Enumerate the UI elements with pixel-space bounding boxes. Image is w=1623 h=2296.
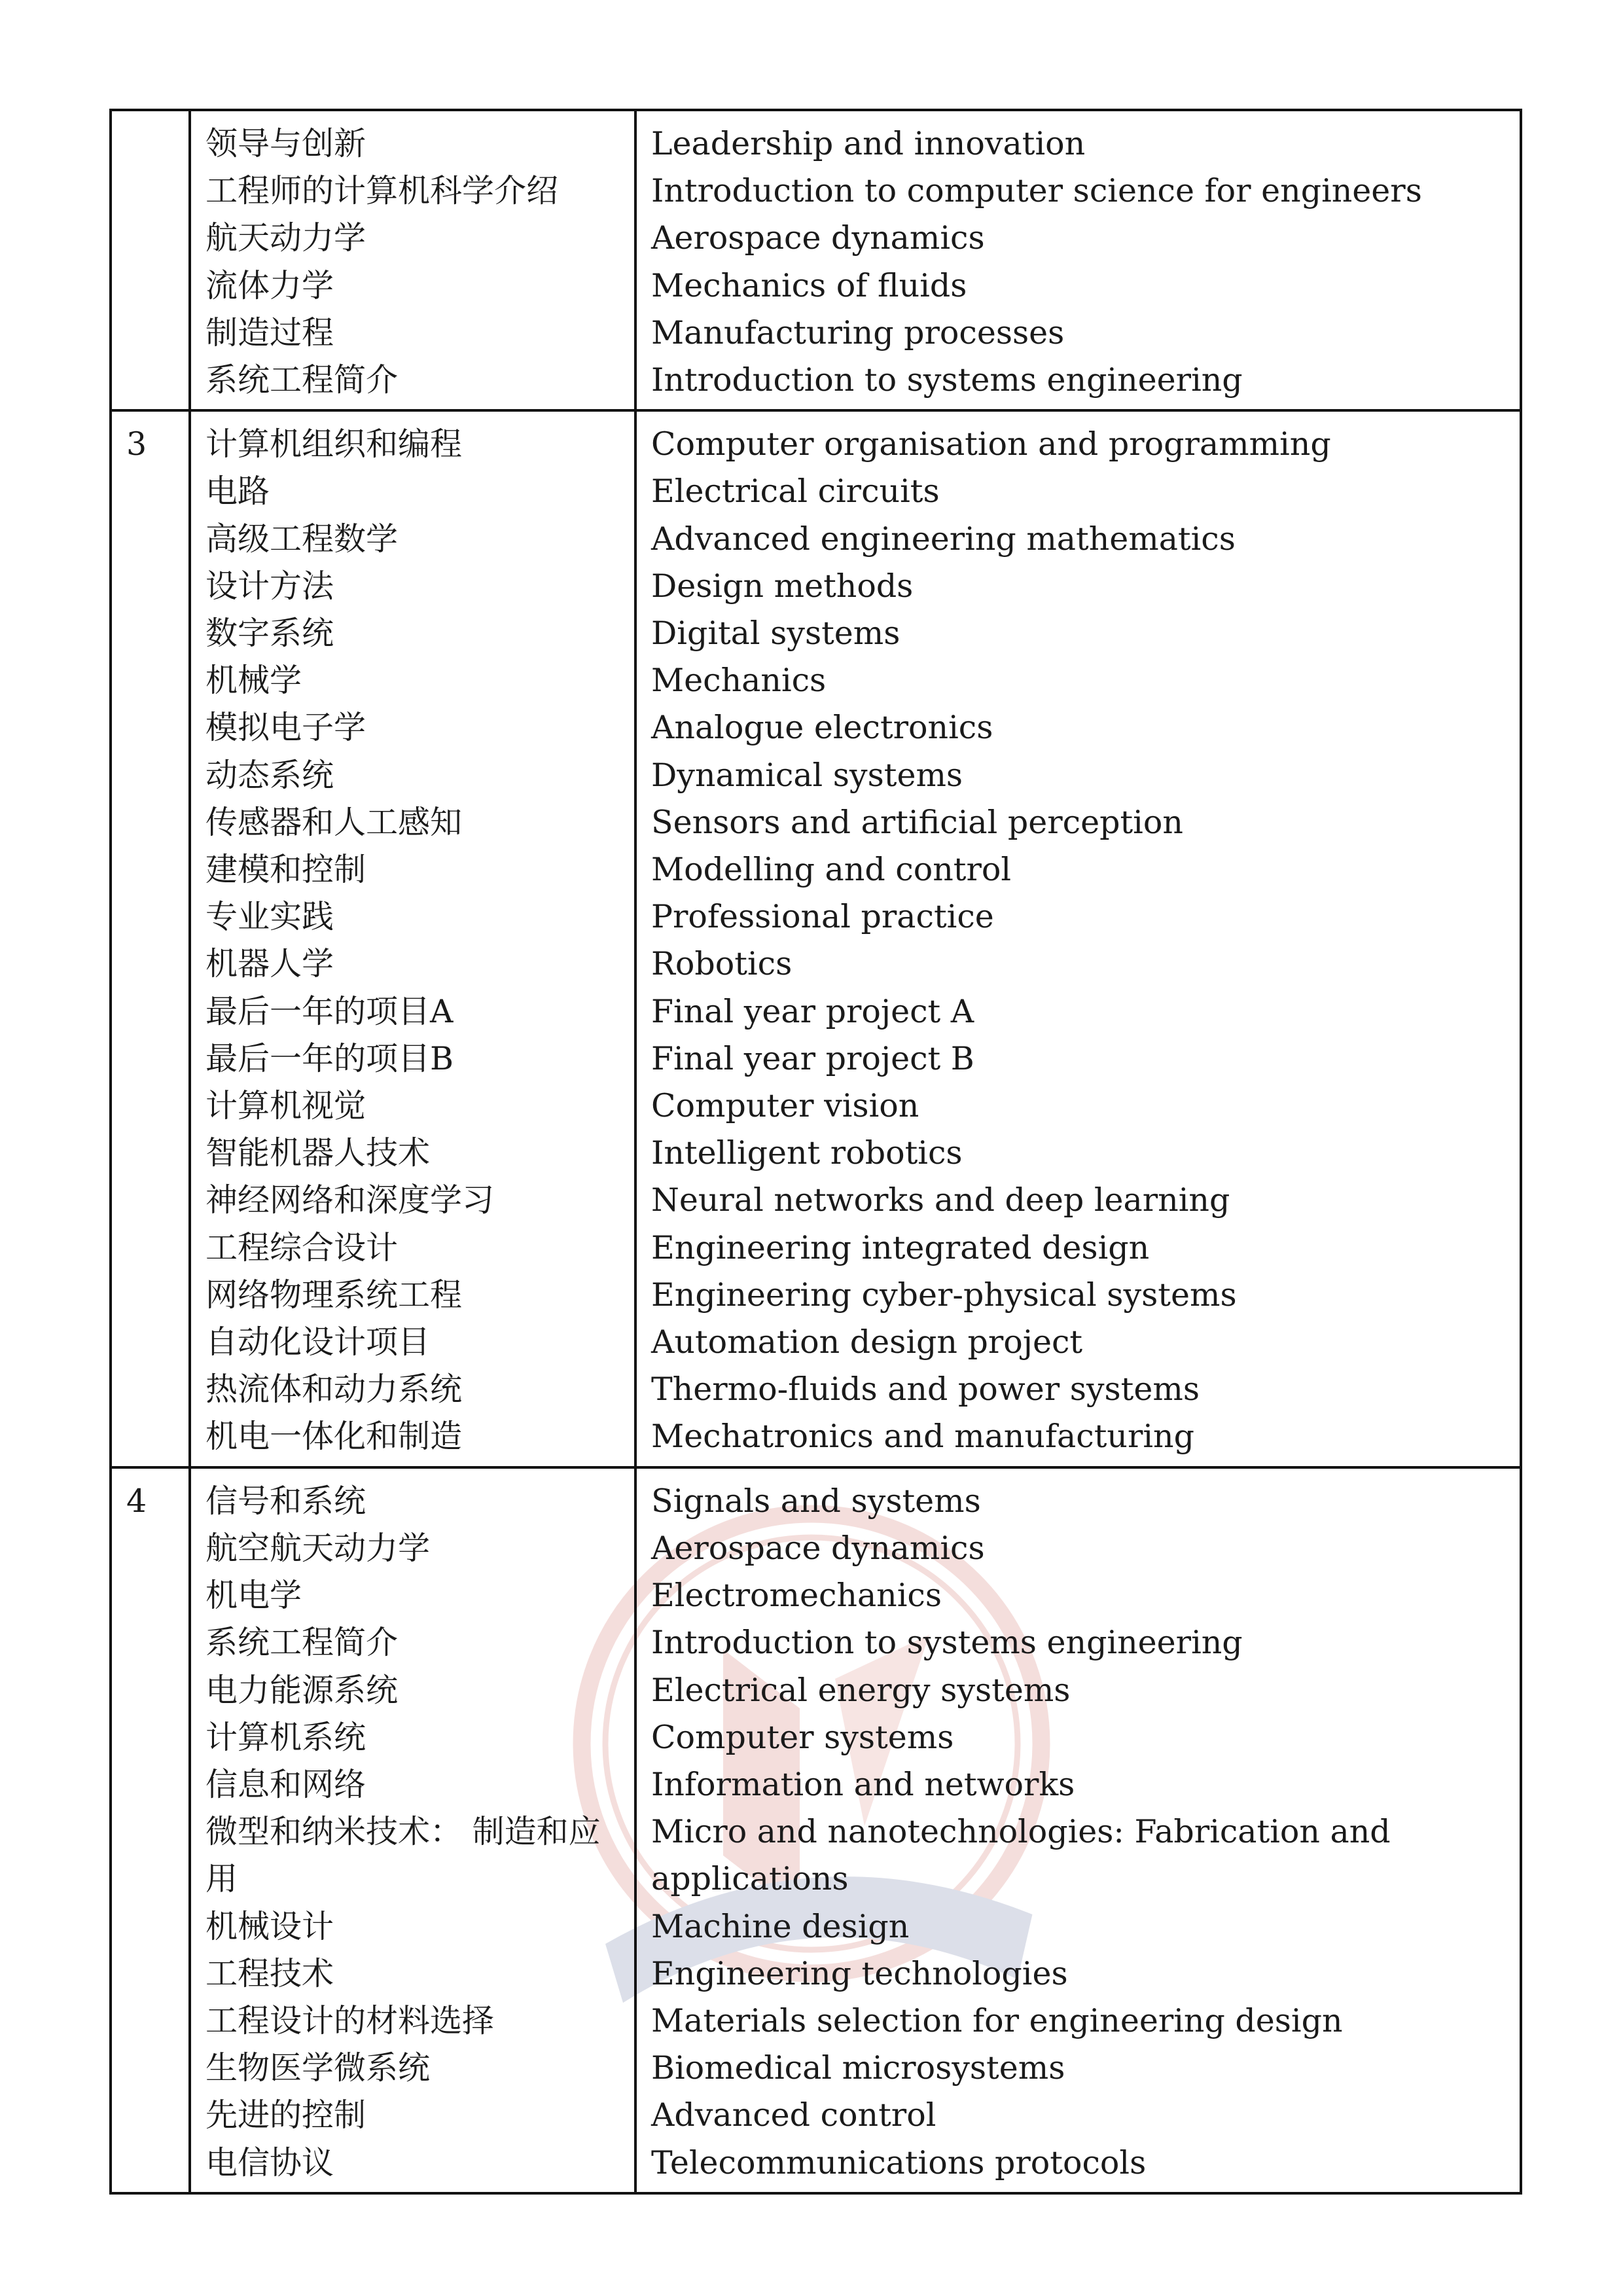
course-name-en: Engineering technologies xyxy=(651,1954,1068,1992)
course-name-zh: 机械设计 xyxy=(205,1907,334,1945)
course-name-en: Analogue electronics xyxy=(651,709,993,747)
course-name-en: Electromechanics xyxy=(651,1577,942,1615)
course-name-zh: 传感器和人工感知 xyxy=(205,803,463,841)
course-name-zh: 智能机器人技术 xyxy=(205,1134,431,1172)
course-name-en: Design methods xyxy=(651,567,914,605)
course-name-zh: 航空航天动力学 xyxy=(205,1529,431,1567)
course-name-zh: 神经网络和深度学习 xyxy=(205,1181,495,1219)
course-name-zh: 计算机组织和编程 xyxy=(205,425,463,463)
course-name-en: Mechanics xyxy=(651,662,827,700)
course-name-en: Digital systems xyxy=(651,615,901,653)
course-name-zh: 领导与创新 xyxy=(205,125,366,162)
course-name-en: Introduction to systems engineering xyxy=(651,1624,1243,1662)
table-row xyxy=(111,1467,1521,2193)
course-name-zh: 计算机视觉 xyxy=(205,1087,366,1125)
course-name-zh: 专业实践 xyxy=(205,898,334,936)
course-name-en: Professional practice xyxy=(651,898,994,936)
course-name-en: Engineering integrated design xyxy=(651,1229,1150,1266)
year-cell xyxy=(111,110,190,410)
course-name-en: Automation design project xyxy=(651,1323,1083,1361)
course-name-en: Engineering cyber-physical systems xyxy=(651,1276,1237,1314)
course-name-en: Computer systems xyxy=(651,1718,954,1756)
course-name-zh: 机电一体化和制造 xyxy=(205,1418,463,1456)
course-name-zh: 系统工程简介 xyxy=(205,361,399,399)
chinese-course-cell xyxy=(190,110,635,410)
course-name-en: Machine design xyxy=(651,1907,910,1945)
course-name-zh: 制造过程 xyxy=(205,314,334,351)
course-name-en: Final year project A xyxy=(651,992,974,1030)
course-name-zh: 网络物理系统工程 xyxy=(205,1276,463,1314)
course-name-zh: 机电学 xyxy=(205,1577,302,1615)
course-name-zh: 用 xyxy=(205,1860,238,1898)
year-cell: 3 xyxy=(111,410,190,1467)
chinese-course-cell xyxy=(190,1467,635,2193)
course-name-zh: 先进的控制 xyxy=(205,2096,366,2134)
course-name-zh: 高级工程数学 xyxy=(205,520,399,558)
course-name-en: Leadership and innovation xyxy=(651,125,1086,162)
english-course-cell xyxy=(635,1467,1521,2193)
course-name-zh: 信息和网络 xyxy=(205,1765,366,1803)
course-name-en: Mechatronics and manufacturing xyxy=(651,1418,1194,1456)
course-name-en: Manufacturing processes xyxy=(651,314,1065,351)
course-name-zh: 热流体和动力系统 xyxy=(205,1371,463,1408)
table-row xyxy=(111,110,1521,410)
course-name-en: Intelligent robotics xyxy=(651,1134,963,1172)
course-name-en: Signals and systems xyxy=(651,1482,981,1520)
course-name-zh: 机械学 xyxy=(205,662,302,700)
course-name-zh: 生物医学微系统 xyxy=(205,2049,431,2087)
course-name-en: Neural networks and deep learning xyxy=(651,1181,1230,1219)
course-name-en: Micro and nanotechnologies: Fabrication and xyxy=(651,1813,1391,1851)
course-name-en: Computer vision xyxy=(651,1087,919,1125)
course-name-zh: 机器人学 xyxy=(205,945,334,983)
course-name-en: Final year project B xyxy=(651,1039,974,1077)
course-name-en: Introduction to systems engineering xyxy=(651,361,1243,399)
course-name-zh: 电信协议 xyxy=(205,2144,334,2181)
year-cell: 4 xyxy=(111,1467,190,2193)
course-name-zh: 计算机系统 xyxy=(205,1718,366,1756)
course-name-en: Advanced control xyxy=(651,2096,936,2134)
course-name-en: Information and networks xyxy=(651,1765,1075,1803)
course-name-en: Electrical circuits xyxy=(651,473,940,511)
course-name-zh: 电路 xyxy=(205,473,270,511)
course-name-zh: 数字系统 xyxy=(205,615,334,653)
course-name-en: Sensors and artificial perception xyxy=(651,803,1183,841)
course-name-zh: 系统工程简介 xyxy=(205,1624,399,1662)
course-name-zh: 模拟电子学 xyxy=(205,709,366,747)
course-name-en: Introduction to computer science for engineers xyxy=(651,172,1422,210)
course-name-en: applications xyxy=(651,1860,849,1898)
course-name-zh: 建模和控制 xyxy=(205,851,366,889)
course-name-zh: 微型和纳米技术： 制造和应 xyxy=(205,1813,601,1851)
course-name-zh: 设计方法 xyxy=(205,567,334,605)
course-name-en: Aerospace dynamics xyxy=(651,1529,985,1567)
course-name-en: Computer organisation and programming xyxy=(651,425,1331,463)
course-name-zh: 工程师的计算机科学介绍 xyxy=(205,172,559,210)
course-name-zh: 电力能源系统 xyxy=(205,1671,399,1709)
course-name-zh: 工程综合设计 xyxy=(205,1229,399,1266)
course-name-en: Materials selection for engineering design xyxy=(651,2001,1343,2039)
course-name-en: Telecommunications protocols xyxy=(651,2144,1147,2181)
course-name-zh: 最后一年的项目B xyxy=(205,1039,454,1077)
english-course-cell xyxy=(635,110,1521,410)
course-name-en: Aerospace dynamics xyxy=(651,219,985,257)
course-name-zh: 航天动力学 xyxy=(205,219,366,257)
course-name-en: Dynamical systems xyxy=(651,756,963,794)
course-name-en: Robotics xyxy=(651,945,793,983)
chinese-course-cell xyxy=(190,410,635,1467)
course-name-en: Electrical energy systems xyxy=(651,1671,1071,1709)
course-name-zh: 自动化设计项目 xyxy=(205,1323,431,1361)
course-name-en: Modelling and control xyxy=(651,851,1012,889)
course-name-en: Advanced engineering mathematics xyxy=(651,520,1236,558)
course-name-en: Biomedical microsystems xyxy=(651,2049,1065,2087)
course-name-zh: 流体力学 xyxy=(205,266,334,304)
course-name-zh: 信号和系统 xyxy=(205,1482,366,1520)
course-table xyxy=(109,109,1522,2195)
course-name-en: Mechanics of fluids xyxy=(651,266,967,304)
english-course-cell xyxy=(635,410,1521,1467)
course-name-zh: 最后一年的项目A xyxy=(205,992,454,1030)
course-name-en: Thermo-fluids and power systems xyxy=(651,1371,1200,1408)
table-row xyxy=(111,410,1521,1467)
course-name-zh: 动态系统 xyxy=(205,756,334,794)
course-name-zh: 工程设计的材料选择 xyxy=(205,2001,495,2039)
course-name-zh: 工程技术 xyxy=(205,1954,334,1992)
